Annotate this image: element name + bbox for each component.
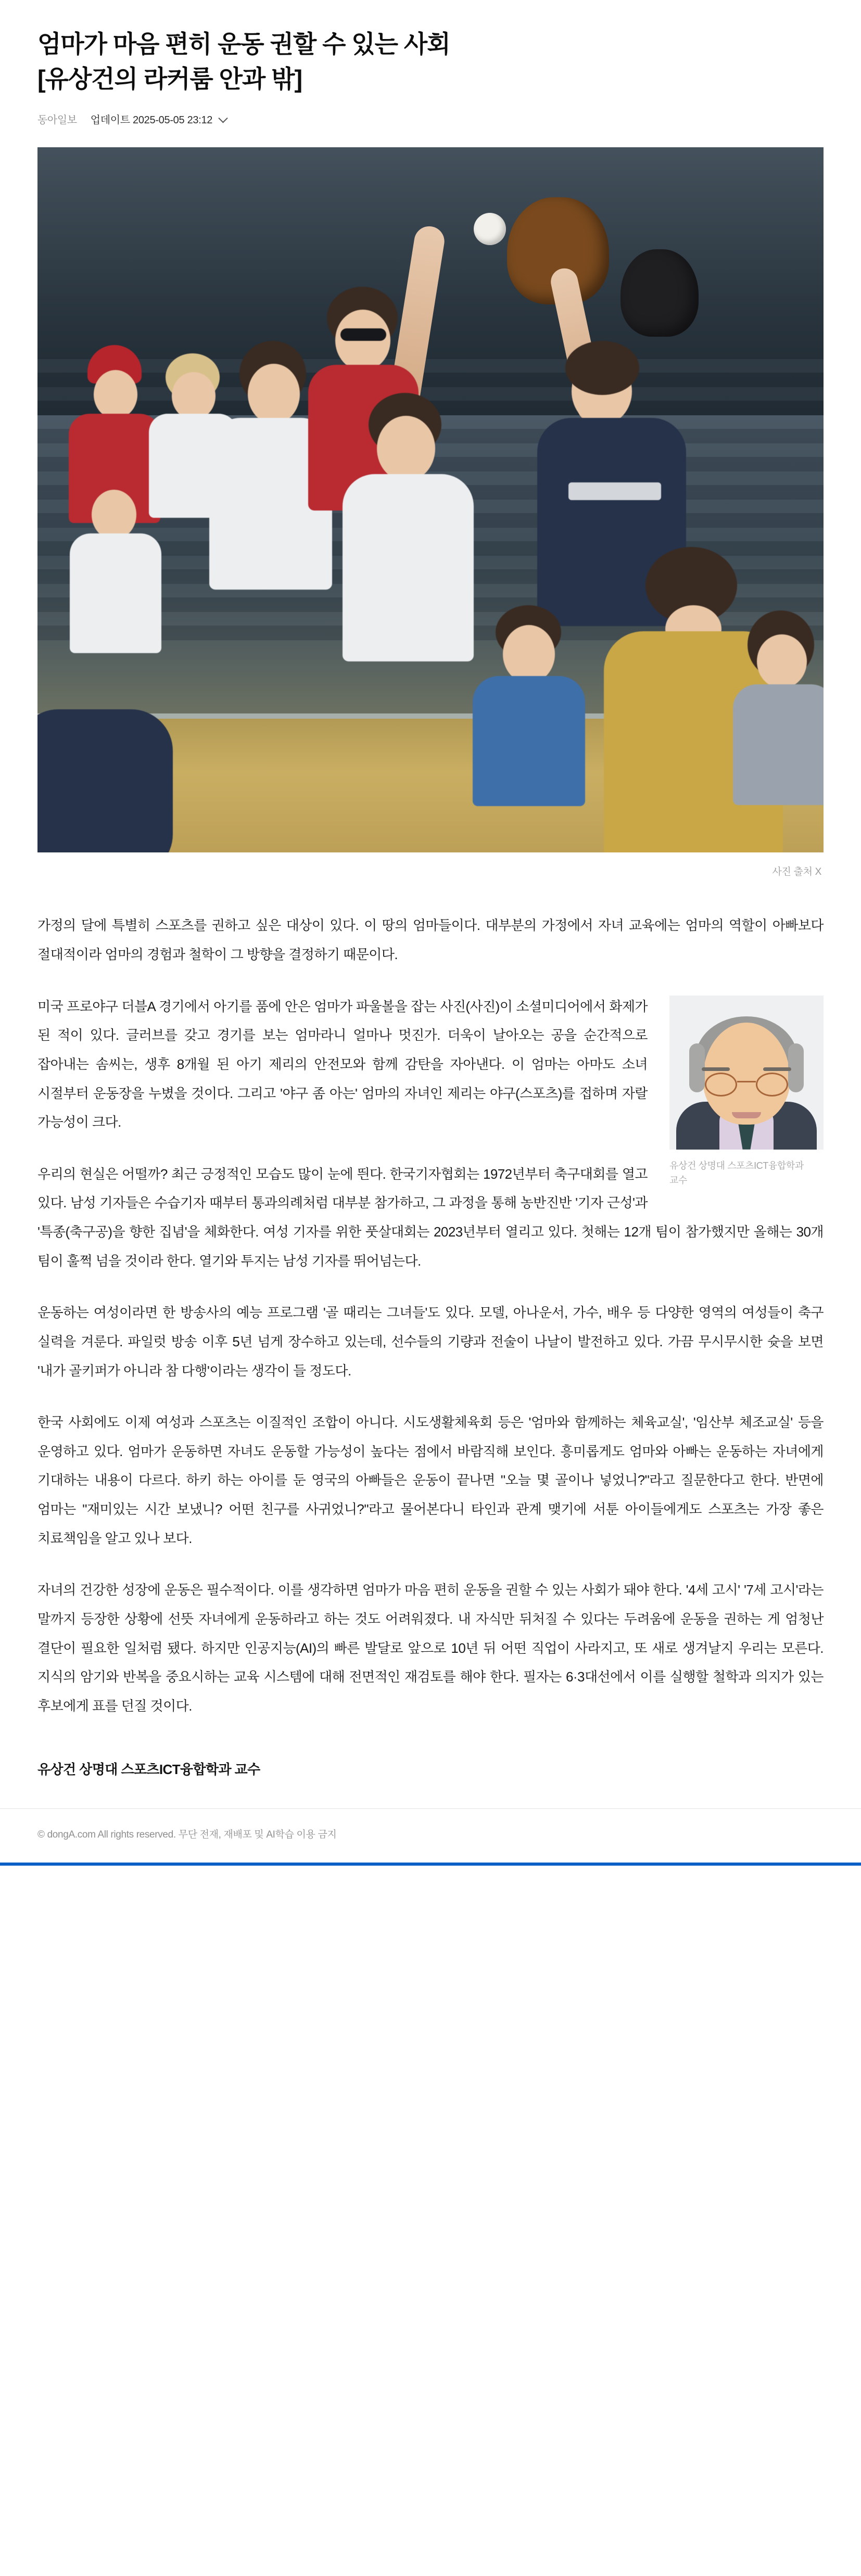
photo-man-center-face [377,416,435,481]
photo-second-glove [621,249,699,337]
byline [37,96,824,125]
page-title [37,27,824,96]
author-signature: 유상건 상명대 스포츠ICT융합학과 교수 [37,1762,260,1778]
article-paragraph: 우리의 현실은 어떨까? 최근 긍정적인 모습도 많이 눈에 띈다. 한국기자협회는 1972년부터 축구대회를 열고 있다. 남성 기자들은 수습기자 때부터 통과의례처럼 대부분 참가하고, 그 과정을 통해 농반진반 '기자 근성'과 '특종(축구공)을 향한 집념'을 체화한다. 여성 기자를 위한 풋살대회는 2023년부터 열리고 있다. 첫해는 12개 팀이 참가했지만 올해는 30개 팀이 훌쩍 넘을 것이라 한다. 열기와 투지는 남성 기자를 뛰어넘는다. [37,1166,824,1269]
updated-label: 업데이트 2025-05-05 23:12 [90,114,213,126]
article-body [0,878,861,1720]
author-portrait [669,996,824,1150]
hero-figure [37,147,824,878]
author-figure [669,996,824,1188]
photo-mother-face [248,364,300,424]
photo-girl-right-face [757,634,807,688]
glasses-icon [705,1073,788,1096]
portrait-eyebrow-left [702,1067,730,1071]
photo-man-right-hair [565,341,639,395]
photo-sunglasses [340,328,386,341]
photo-girl-right-body [733,684,824,805]
photo-child-face [172,372,216,420]
article-paragraph: 자녀의 건강한 성장에 운동은 필수적이다. 이를 생각하면 엄마가 마음 편히 운동을 권할 수 있는 사회가 돼야 한다. '4세 고시' '7세 고시'라는 말까지 등장한 상황에 선뜻 자녀에게 운동하라고 하는 것도 어려워졌다. 내 자식만 뒤처질 수 있다는 두려움에 운동을 권하는 게 엄청난 결단이 필요한 일처럼 됐다. 하지만 인공지능(AI)의 빠른 발달로 앞으로 10년 뒤 어떤 직업이 사라지고, 또 새로 생겨날지 우리는 모른다. 지식의 암기와 반복을 중요시하는 교육 시스템에 대해 전면적인 재검토를 해야 한다. 필자는 6·3대선에서 이를 실행할 철학과 의지가 있는 후보에게 표를 던질 것이다. [37,1582,824,1714]
article-paragraph: 미국 프로야구 더블A 경기에서 아기를 품에 안은 엄마가 파울볼을 잡는 사진(사진)이 소셜미디어에서 화제가 된 적이 있다. 글러브를 갖고 경기를 보는 엄마라니 얼마나 멋진가. 더욱이 날아오는 공을 순간적으로 잡아내는 솜씨는, 생후 8개월 된 아기 제리의 안전모와 함께 감탄을 자아낸다. 이 엄마는 아마도 소녀 시절부터 운동장을 누볐을 것이다. 그리고 '야구 좀 아는' 엄마의 자녀인 제리는 야구(스포츠)를 접하며 자랄 가능성이 크다. [37,998,648,1130]
photo-boy-front-face [503,625,555,683]
photo-man-center-body [343,474,474,661]
chevron-down-icon[interactable] [218,113,227,123]
article-header [0,0,861,125]
portrait-lens-right [756,1073,788,1096]
source-name: 동아일보 [37,114,77,126]
hero-photo-credit: 사진 출처 X [772,866,821,878]
portrait-lens-left [705,1073,737,1096]
portrait-lens-bridge [737,1081,756,1082]
copyright-footer: © dongA.com All rights reserved. 무단 전재, 재배포 및 AI학습 이용 금지 [0,1808,861,1863]
hero-photo-baseball-crowd [37,147,824,852]
author-photo-caption: 유상건 상명대 스포츠ICT융합학과 교수 [669,1160,804,1185]
portrait-eyebrow-right [763,1067,791,1071]
updated-timestamp[interactable] [91,115,226,125]
headline-line-1: 엄마가 마음 편히 운동 권할 수 있는 사회 [37,30,450,58]
photo-boy-front-body [473,676,585,806]
article-paragraph: 운동하는 여성이라면 한 방송사의 예능 프로그램 '골 때리는 그녀들'도 있다. 모델, 아나운서, 가수, 배우 등 다양한 영역의 여성들이 축구 실력을 겨룬다. 파일럿 방송 이후 5년 넘게 장수하고 있는데, 선수들의 기량과 전술이 나날이 발전하고 있다. 가끔 무시무시한 슛을 보면 '내가 골키퍼가 아니라 참 다행'이라는 생각이 들 정도다. [37,1305,824,1379]
photo-spectator-head [94,370,137,419]
article-paragraph: 가정의 달에 특별히 스포츠를 권하고 싶은 대상이 있다. 이 땅의 엄마들이다. 대부분의 가정에서 자녀 교육에는 엄마의 역할이 아빠보다 절대적이라 엄마의 경험과 철학이 그 방향을 결정하기 때문이다. [37,917,824,963]
headline-line-2: [유상건의 라커룸 안과 밖] [37,65,302,93]
photo-foreground-shoulder [37,709,173,852]
accent-bar [0,1863,861,1866]
photo-jersey-text [568,482,661,500]
article-paragraph: 한국 사회에도 이제 여성과 스포츠는 이질적인 조합이 아니다. 시도생활체육회 등은 '엄마와 함께하는 체육교실', '임산부 체조교실' 등을 운영하고 있다. 엄마가 운동하면 자녀도 운동할 가능성이 높다는 점에서 바람직해 보인다. 흥미롭게도 엄마와 아빠는 운동하는 자녀에게 기대하는 내용이 다르다. 하키 하는 아이를 둔 영국의 아빠들은 운동이 끝나면 "오늘 몇 골이나 넣었니?"라고 질문한다고 한다. 반면에 엄마는 "재미있는 시간 보냈니? 어떤 친구를 사귀었니?"라고 물어본다니 타인과 관계 맺기에 서툰 아이들에게도 스포츠는 가장 좋은 치료책임을 알고 있나 보다. [37,1414,824,1546]
hero-image-block [0,125,861,878]
photo-toddler-body [70,533,161,653]
portrait-mouth [732,1112,761,1118]
photo-toddler-face [92,490,136,540]
